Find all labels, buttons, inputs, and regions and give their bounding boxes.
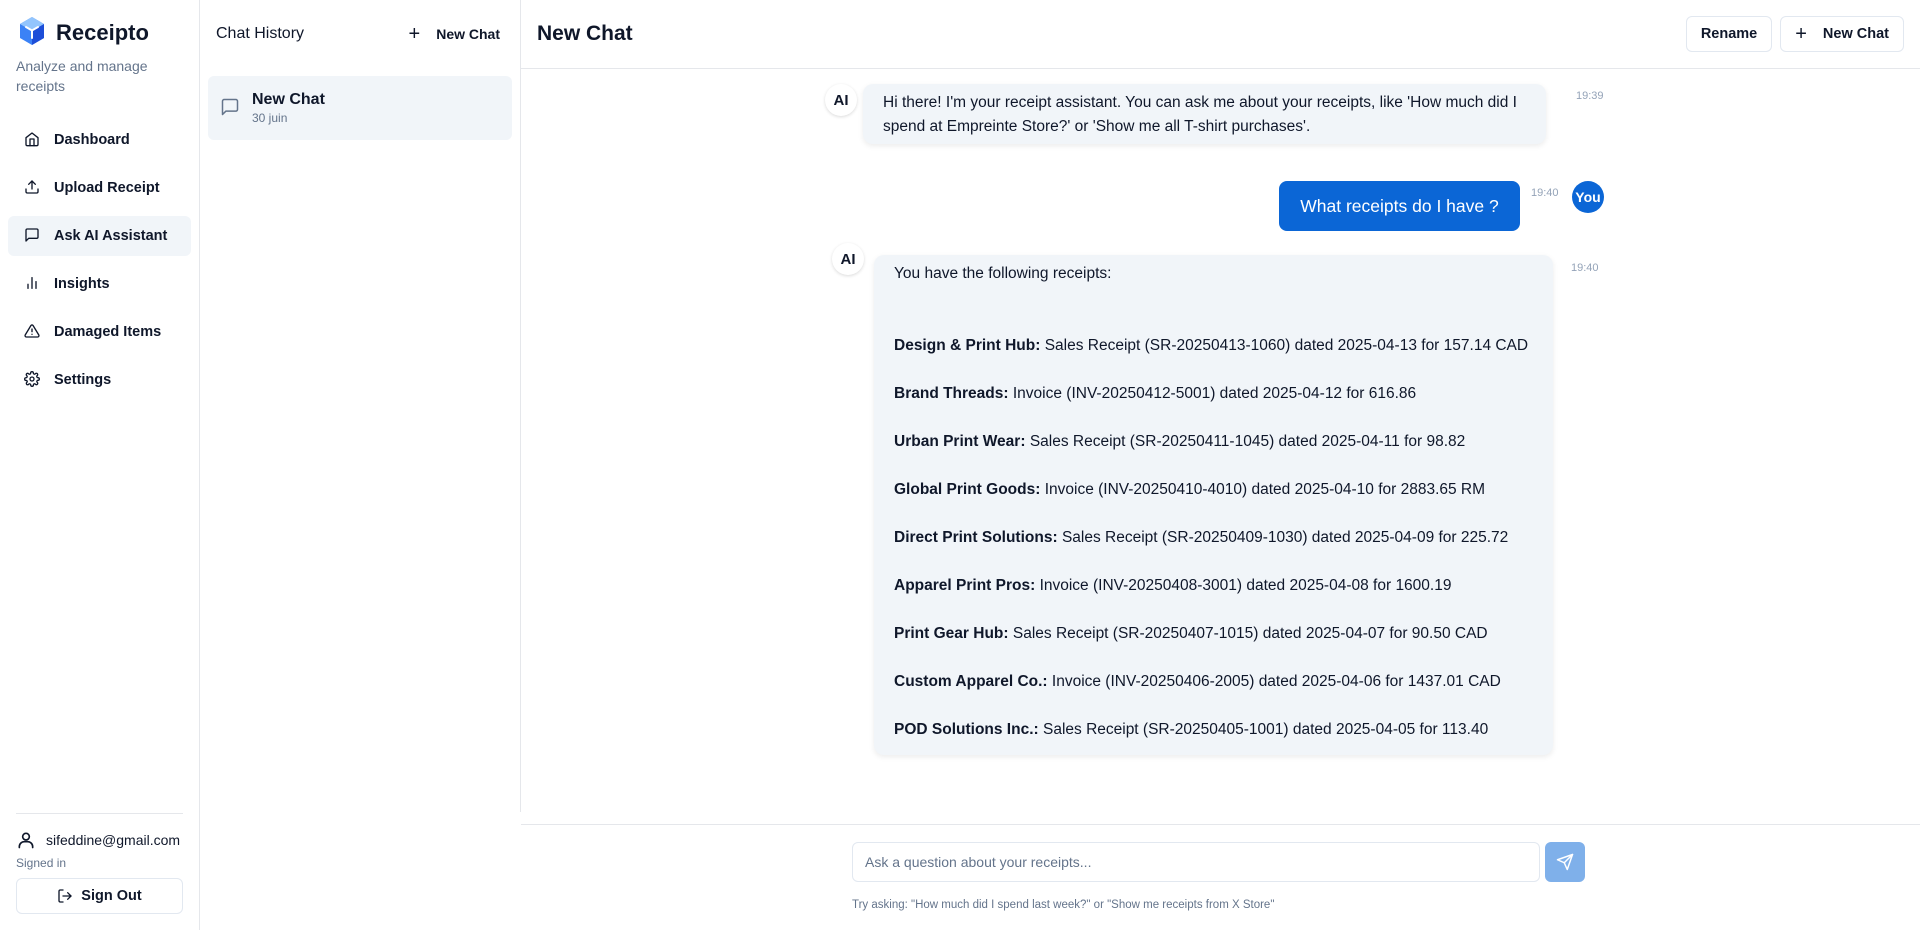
plus-icon: +: [1795, 23, 1807, 45]
receipt-vendor: Print Gear Hub:: [894, 625, 1009, 642]
receipt-list-item: [894, 430, 1533, 454]
divider: [16, 813, 183, 814]
rename-label: Rename: [1700, 26, 1758, 42]
home-icon: [24, 131, 42, 149]
receipt-detail: Sales Receipt (SR-20250405-1001) dated 2025-04-05 for 113.40: [1042, 721, 1489, 738]
user-panel: [16, 813, 183, 930]
nav-item-label: Insights: [54, 276, 110, 292]
message-timestamp: 19:40: [1571, 262, 1599, 274]
ai-answer-intro: You have the following receipts:: [894, 265, 1112, 282]
nav-item-dashboard[interactable]: [8, 120, 191, 160]
nav-item-damaged-items[interactable]: [8, 312, 191, 352]
chat-history-title: Chat History: [216, 25, 305, 42]
rename-button[interactable]: [1686, 16, 1772, 52]
receipt-detail: Sales Receipt (SR-20250409-1030) dated 2025-04-09 for 225.72: [1061, 529, 1509, 546]
chat-header-actions: [1686, 16, 1904, 52]
receipt-vendor: POD Solutions Inc.:: [894, 721, 1039, 738]
receipt-vendor: Global Print Goods:: [894, 481, 1041, 498]
warning-icon: [24, 323, 42, 341]
nav-item-label: Upload Receipt: [54, 180, 160, 196]
receipt-vendor: Brand Threads:: [894, 385, 1009, 402]
receipt-vendor: Urban Print Wear:: [894, 433, 1026, 450]
receipt-detail: Invoice (INV-20250410-4010) dated 2025-04-10 for 2883.65 RM: [1044, 481, 1486, 498]
chat-title: New Chat: [537, 22, 633, 45]
gear-icon: [24, 371, 42, 389]
sidebar: [0, 0, 200, 930]
chat-history-header: [200, 0, 520, 68]
receipt-list-item: [894, 718, 1533, 742]
user-message-text: What receipts do I have ?: [1300, 195, 1499, 216]
receipt-detail: Invoice (INV-20250412-5001) dated 2025-04-12 for 616.86: [1012, 385, 1417, 402]
bar-chart-icon: [24, 275, 42, 293]
nav-item-settings[interactable]: [8, 360, 191, 400]
sign-out-button[interactable]: [16, 878, 183, 914]
receipt-vendor: Design & Print Hub:: [894, 337, 1041, 354]
message-icon: [24, 227, 42, 245]
ai-avatar: AI: [832, 243, 864, 275]
user-icon: [16, 830, 36, 850]
nav-item-label: Settings: [54, 372, 112, 388]
user-avatar: You: [1572, 181, 1604, 213]
message-list: [521, 69, 1920, 824]
new-chat-button[interactable]: [1780, 16, 1904, 52]
user-message: [1279, 181, 1520, 231]
upload-icon: [24, 179, 42, 197]
receipt-list: [894, 334, 1533, 742]
receipt-detail: Invoice (INV-20250408-3001) dated 2025-04-08 for 1600.19: [1039, 577, 1452, 594]
receipt-list-item: [894, 574, 1533, 598]
receipt-detail: Sales Receipt (SR-20250411-1045) dated 2025-04-11 for 98.82: [1029, 433, 1466, 450]
message-timestamp: 19:39: [1576, 90, 1604, 102]
user-email: sifeddine@gmail.com: [46, 832, 181, 848]
composer-hint: Try asking: "How much did I spend last week?" or "Show me receipts from X Store": [852, 899, 1275, 911]
receipt-list-item: [894, 478, 1533, 502]
user-info: [16, 830, 183, 850]
brand[interactable]: [0, 0, 199, 50]
nav-item-upload-receipt[interactable]: [8, 168, 191, 208]
receipt-detail: Invoice (INV-20250406-2005) dated 2025-04-06 for 1437.01 CAD: [1051, 673, 1501, 690]
chat-header: [521, 0, 1920, 69]
ai-greeting-message: [863, 84, 1546, 144]
nav-item-label: Dashboard: [54, 132, 130, 148]
main-nav: [0, 120, 199, 400]
plus-icon: +: [408, 23, 421, 45]
chat-history-panel: [200, 0, 521, 812]
nav-item-label: Ask AI Assistant: [54, 228, 168, 244]
receipt-vendor: Custom Apparel Co.:: [894, 673, 1048, 690]
sign-out-icon: [57, 888, 73, 904]
ai-answer-message: [874, 255, 1553, 755]
message-composer: [521, 824, 1920, 930]
sign-out-label: Sign Out: [81, 888, 142, 904]
message-input[interactable]: [852, 842, 1540, 882]
nav-item-insights[interactable]: [8, 264, 191, 304]
nav-item-ask-ai-assistant[interactable]: [8, 216, 191, 256]
receipt-list-item: [894, 670, 1533, 694]
brand-tagline: Analyze and manage receipts: [16, 58, 148, 94]
ai-greeting-text: Hi there! I'm your receipt assistant. You can ask me about your receipts, like 'How much did I spend at Empreinte Store?' or 'Show me all T-shirt purchases'.: [883, 94, 1517, 135]
logo-icon: [16, 15, 48, 52]
receipt-list-item: [894, 622, 1533, 646]
history-new-chat-button[interactable]: [405, 24, 504, 44]
receipt-list-item: [894, 334, 1533, 358]
receipt-vendor: Apparel Print Pros:: [894, 577, 1036, 594]
chat-bubble-icon: [220, 97, 240, 117]
receipt-detail: Sales Receipt (SR-20250407-1015) dated 2025-04-07 for 90.50 CAD: [1012, 625, 1488, 642]
chat-history-list: [200, 68, 520, 140]
receipt-list-item: [894, 382, 1533, 406]
send-button[interactable]: [1545, 842, 1585, 882]
receipt-vendor: Direct Print Solutions:: [894, 529, 1058, 546]
chat-item-name: New Chat: [252, 91, 325, 108]
send-icon: [1556, 853, 1574, 871]
receipt-list-item: [894, 526, 1533, 550]
message-timestamp: 19:40: [1531, 187, 1559, 199]
chat-item-date: 30 juin: [252, 111, 288, 125]
nav-item-label: Damaged Items: [54, 324, 162, 340]
ai-avatar: AI: [825, 84, 857, 116]
chat-main: [521, 0, 1920, 930]
receipt-detail: Sales Receipt (SR-20250413-1060) dated 2025-04-13 for 157.14 CAD: [1044, 337, 1529, 354]
brand-name: Receipto: [56, 20, 149, 45]
signed-in-status: Signed in: [16, 856, 67, 870]
chat-history-item[interactable]: [208, 76, 512, 140]
new-chat-label: New Chat: [1822, 26, 1889, 42]
history-new-chat-label: New Chat: [436, 26, 500, 42]
